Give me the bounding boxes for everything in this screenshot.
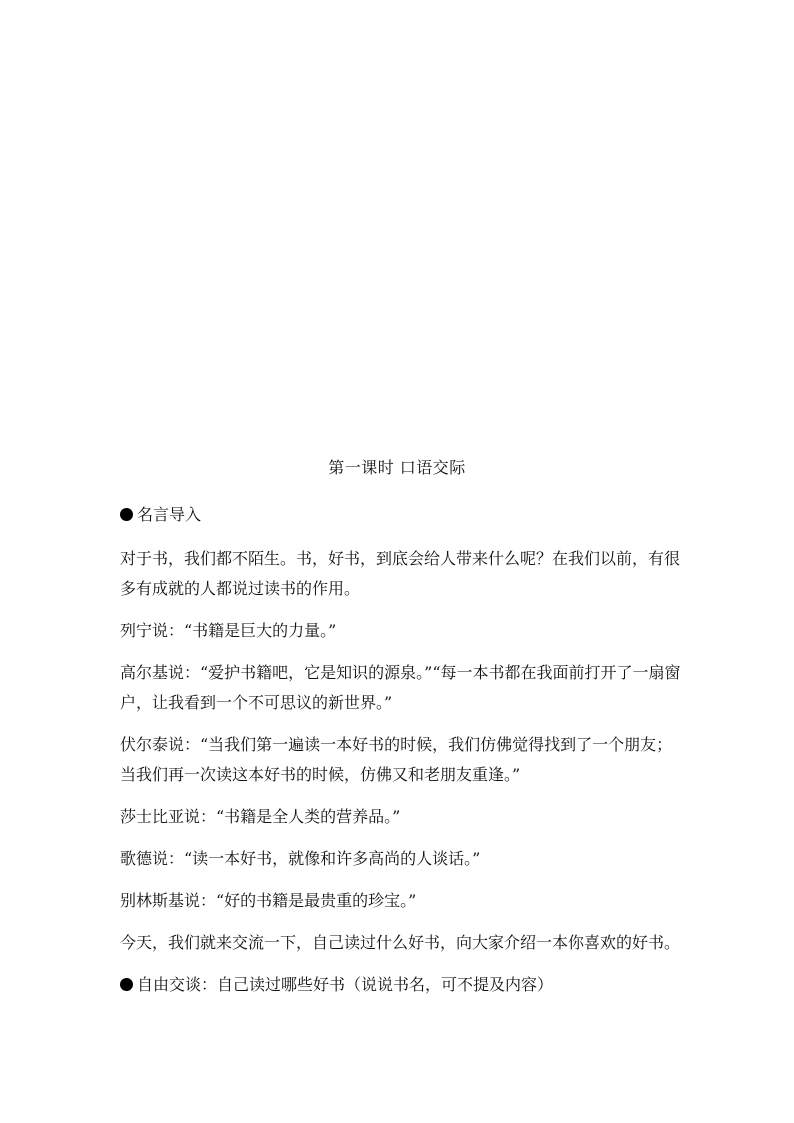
quote-shakespeare: 莎士比亚说：“书籍是全人类的营养品。” (120, 807, 401, 826)
intro-paragraph: 对于书，我们都不陌生。书，好书，到底会给人带来什么呢？在我们以前，有很多有成就的人都说过读书的作用。 (120, 549, 681, 598)
quote-lenin: 列宁说：“书籍是巨大的力量。” (120, 621, 337, 640)
document-body (120, 500, 685, 1014)
quote-voltaire: 伏尔泰说：“当我们第一遍读一本好书的时候，我们仿佛觉得找到了一个朋友；当我们再一次读这本好书的时候，仿佛又和老朋友重逢。” (120, 735, 673, 784)
section-heading-quotes (120, 500, 685, 530)
quote-gorky: 高尔基说：“爱护书籍吧，它是知识的源泉。”“每一本书都在我面前打开了一扇窗户，让我看到一个不可思议的新世界。” (120, 663, 681, 712)
bullet-icon (120, 978, 133, 991)
section-heading-discussion (120, 970, 685, 1000)
section-heading-text: 名言导入 (137, 505, 202, 524)
conclusion-paragraph: 今天，我们就来交流一下，自己读过什么好书，向大家介绍一本你喜欢的好书。 (120, 933, 681, 952)
lesson-title: 第一课时 口语交际 (328, 458, 466, 477)
bullet-icon (120, 508, 133, 521)
section-heading-text: 自由交谈：自己读过哪些好书（说说书名，可不提及内容） (137, 975, 554, 994)
quote-belinsky: 别林斯基说：“好的书籍是最贵重的珍宝。” (120, 891, 417, 910)
quote-goethe: 歌德说：“读一本好书，就像和许多高尚的人谈话。” (120, 849, 481, 868)
